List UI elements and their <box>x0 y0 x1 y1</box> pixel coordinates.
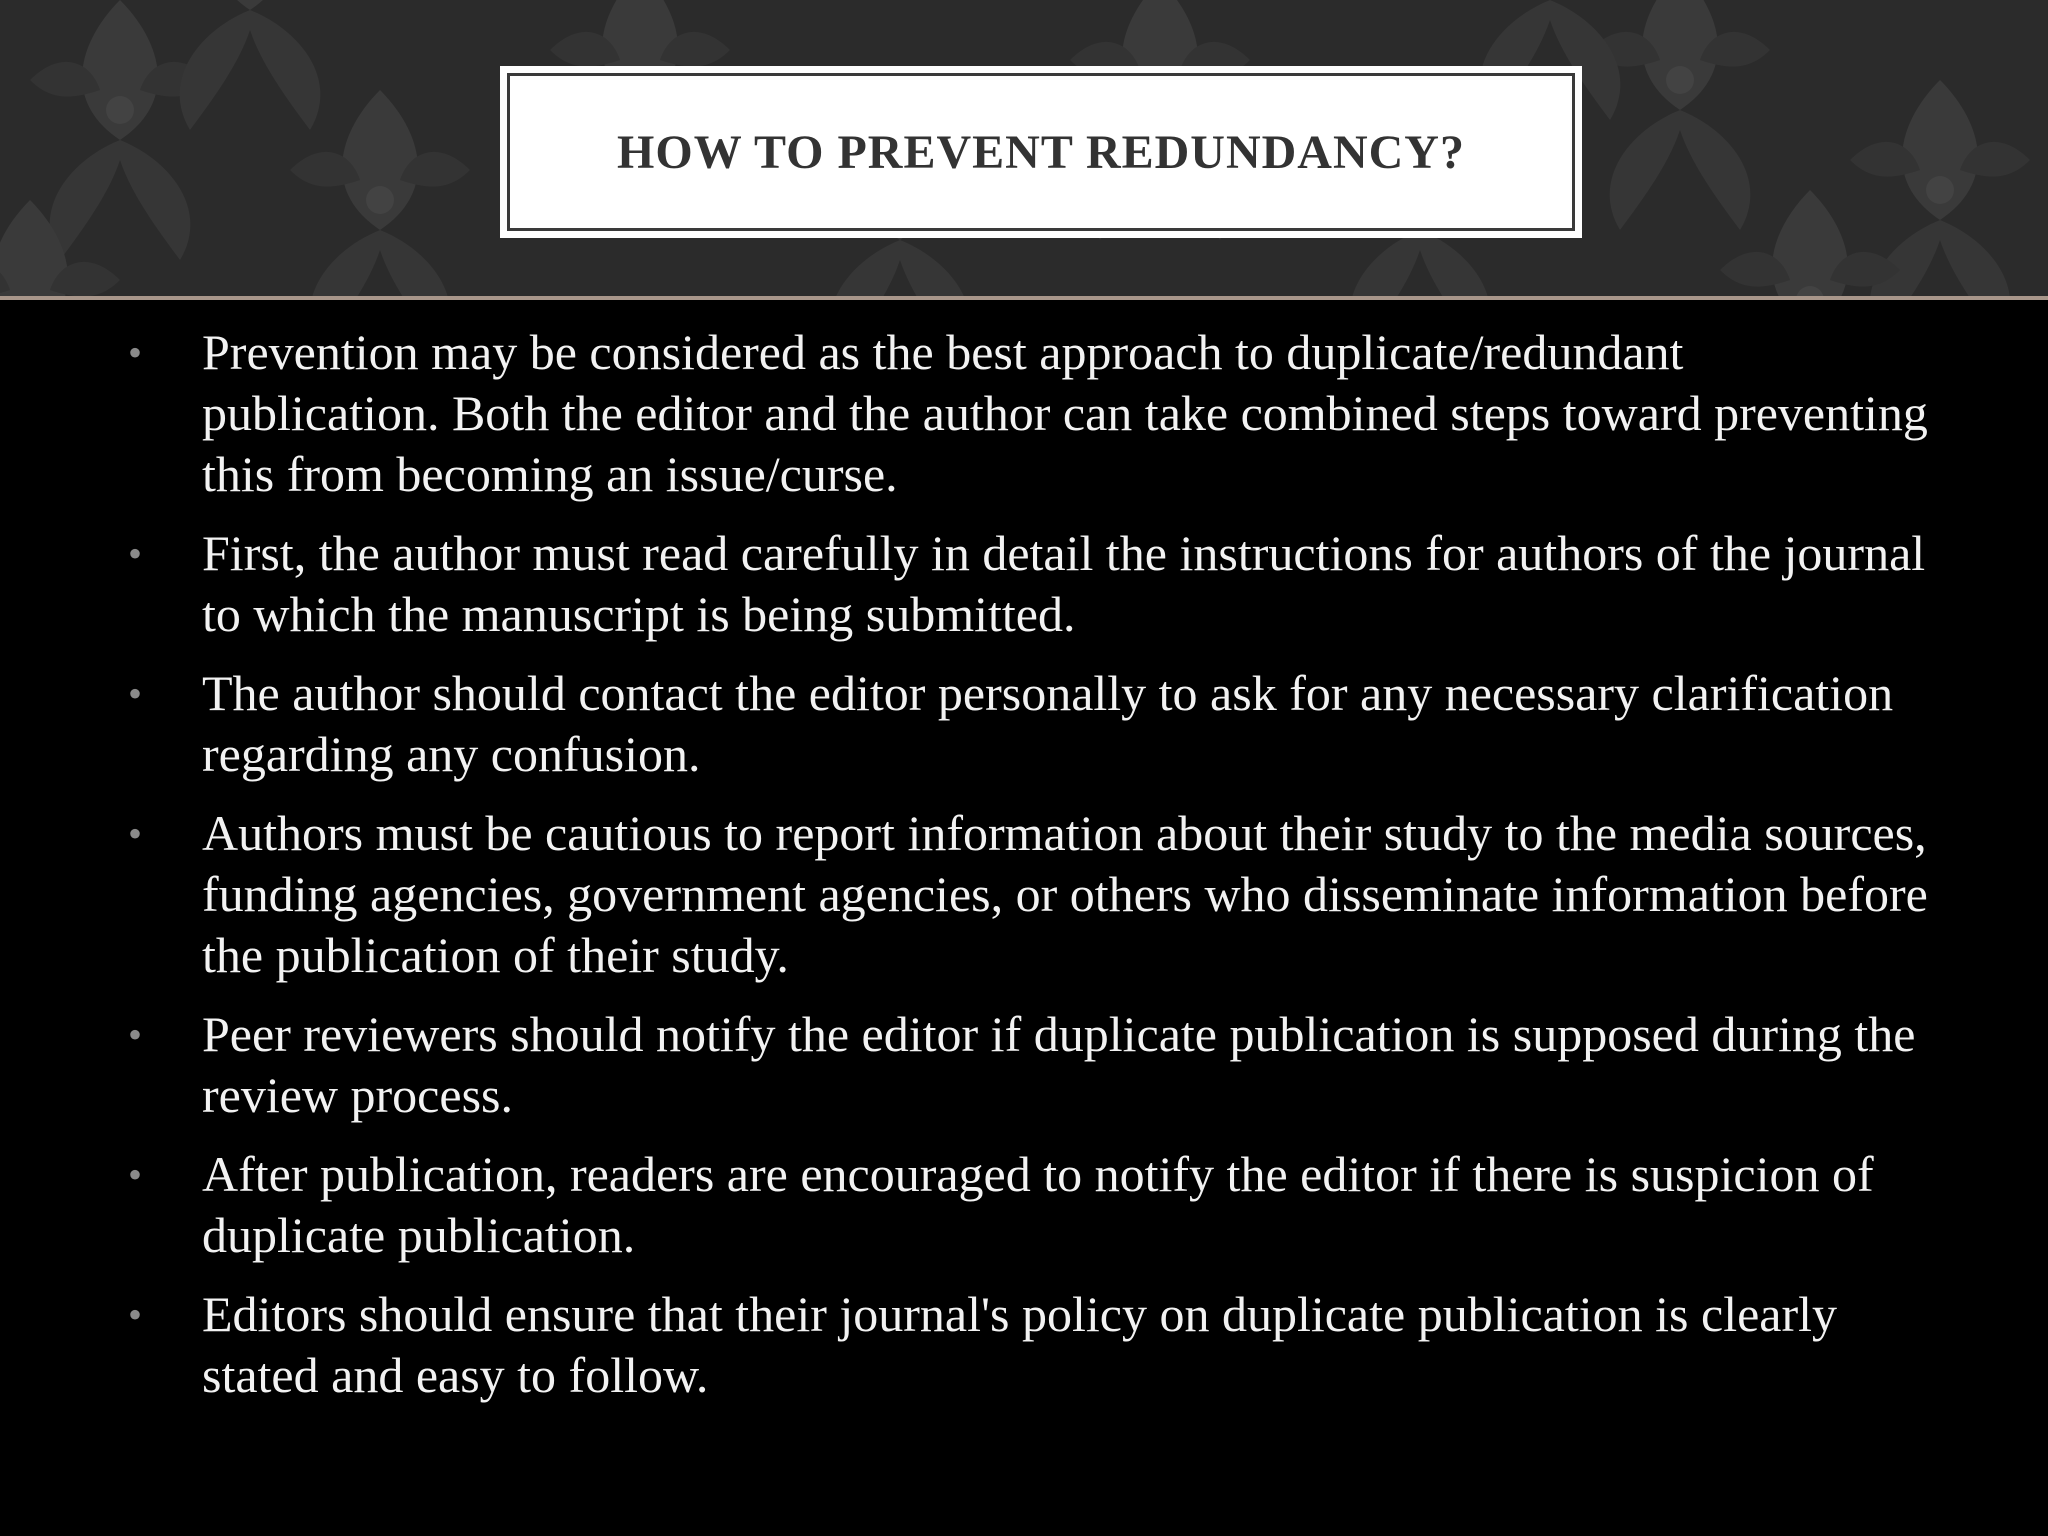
slide-title: HOW TO PREVENT REDUNDANCY? <box>617 125 1465 179</box>
header-divider <box>0 296 2048 300</box>
list-item <box>122 1284 1932 1406</box>
title-box <box>500 66 1582 238</box>
bullet-icon: • <box>128 330 143 375</box>
bullet-text: Authors must be cautious to report information about their study to the media sources, funding agencies, government agencies, or others who disseminate information before the publication of their study. <box>202 805 1928 983</box>
bullet-icon: • <box>128 1012 143 1057</box>
bullet-icon: • <box>128 531 143 576</box>
bullet-text: Peer reviewers should notify the editor if duplicate publication is supposed during the review process. <box>202 1006 1916 1123</box>
header-band <box>0 0 2048 296</box>
bullet-text: After publication, readers are encouraged to notify the editor if there is suspicion of duplicate publication. <box>202 1146 1874 1263</box>
list-item <box>122 523 1932 645</box>
list-item <box>122 322 1932 505</box>
list-item <box>122 1004 1932 1126</box>
list-item <box>122 803 1932 986</box>
bullet-icon: • <box>128 811 143 856</box>
bullet-icon: • <box>128 671 143 716</box>
bullet-text: First, the author must read carefully in detail the instructions for authors of the journal to which the manuscript is being submitted. <box>202 525 1926 642</box>
bullet-icon: • <box>128 1292 143 1337</box>
list-item <box>122 663 1932 785</box>
bullet-text: Prevention may be considered as the best approach to duplicate/redundant publication. Both the editor and the author can take combined steps toward preventing this from becoming an issue/curse. <box>202 324 1928 502</box>
list-item <box>122 1144 1932 1266</box>
bullet-text: Editors should ensure that their journal's policy on duplicate publication is clearly stated and easy to follow. <box>202 1286 1838 1403</box>
bullet-icon: • <box>128 1152 143 1197</box>
bullet-text: The author should contact the editor personally to ask for any necessary clarification regarding any confusion. <box>202 665 1894 782</box>
bullet-list <box>122 322 1932 1424</box>
